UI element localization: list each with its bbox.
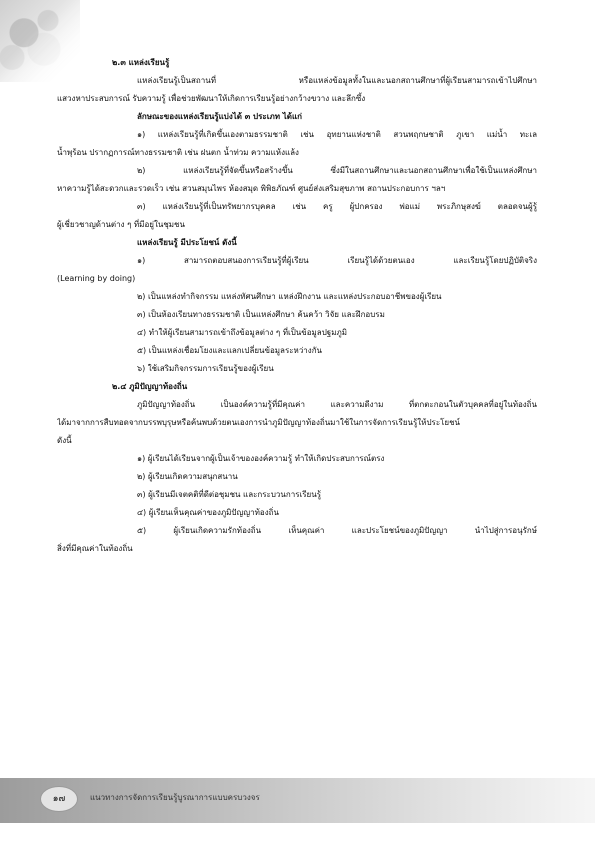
footer-book-title: แนวทางการจัดการเรียนรู้บูรณาการแบบครบวงจร	[90, 793, 260, 802]
section-heading-learning-sources: ๒.๓ แหล่งเรียนรู้	[112, 58, 170, 67]
subheading-benefits: แหล่งเรียนรู้ มีประโยชน์ ดังนี้	[137, 238, 237, 247]
paragraph-line: แสวงหาประสบการณ์ รับความรู้ เพื่อช่วยพัฒนาให้เกิดการเรียนรู้อย่างกว้างขวาง และลึกซึ้ง	[57, 94, 366, 103]
paragraph-line: ภูมิปัญญาท้องถิ่น เป็นองค์ความรู้ที่มีคุณค่า และความดีงาม ที่ตกตะกอนในตัวบุคคลที่อยู่ในท้องถิ่น	[137, 400, 537, 409]
page-content	[57, 54, 537, 558]
list-item: ๓) ผู้เรียนมีเจตคติที่ดีต่อชุมชน และกระบวนการเรียนรู้	[137, 490, 322, 499]
page-number-badge: ๑๗	[40, 786, 78, 812]
list-item: ๖) ใช้เสริมกิจกรรมการเรียนรู้ของผู้เรียน	[137, 364, 274, 373]
list-item: ๕) เป็นแหล่งเชื่อมโยงและแลกเปลี่ยนข้อมูลระหว่างกัน	[137, 346, 323, 355]
list-item-continuation: สิ่งที่มีคุณค่าในท้องถิ่น	[57, 544, 133, 553]
list-item: ๓) แหล่งเรียนรู้ที่เป็นทรัพยากรบุคคล เช่น ครู ผู้ปกครอง พ่อแม่ พระภิกษุสงฆ์ ตลอดจนผู้รู้	[137, 202, 537, 211]
section-heading-local-wisdom: ๒.๔ ภูมิปัญญาท้องถิ่น	[112, 382, 188, 391]
list-item: ๑) แหล่งเรียนรู้ที่เกิดขึ้นเองตามธรรมชาติ เช่น อุทยานแห่งชาติ สวนพฤกษชาติ ภูเขา แม่น้ำ ทะเล	[137, 130, 537, 139]
list-item: ๒) เป็นแหล่งทำกิจกรรม แหล่งทัศนศึกษา แหล่งฝึกงาน และแหล่งประกอบอาชีพของผู้เรียน	[137, 292, 442, 301]
list-item: ๑) สามารถตอบสนองการเรียนรู้ที่ผู้เรียน เรียนรู้ได้ด้วยตนเอง และเรียนรู้โดยปฏิบัติจริง	[137, 256, 537, 265]
list-item: ๕) ผู้เรียนเกิดความรักท้องถิ่น เห็นคุณค่า และประโยชน์ของภูมิปัญญา นำไปสู่การอนุรักษ์	[137, 526, 537, 535]
list-item-continuation: (Learning by doing)	[57, 274, 136, 283]
list-item: ๒) แหล่งเรียนรู้ที่จัดขึ้นหรือสร้างขึ้น ซึ่งมีในสถานศึกษาและนอกสถานศึกษาเพื่อใช้เป็นแหล่งศึกษา	[137, 166, 537, 175]
list-item: ๔) ทำให้ผู้เรียนสามารถเข้าถึงข้อมูลต่าง ๆ ที่เป็นข้อมูลปฐมภูมิ	[137, 328, 348, 337]
list-item-continuation: น้ำพุร้อน ปรากฏการณ์ทางธรรมชาติ เช่น ฝนตก น้ำท่วม ความแห้งแล้ง	[57, 148, 299, 157]
list-item: ๓) เป็นห้องเรียนทางธรรมชาติ เป็นแหล่งศึกษา ค้นคว้า วิจัย และฝึกอบรม	[137, 310, 385, 319]
list-item-continuation: ผู้เชี่ยวชาญด้านต่าง ๆ ที่มีอยู่ในชุมชน	[57, 220, 185, 229]
list-item: ๒) ผู้เรียนเกิดความสนุกสนาน	[137, 472, 238, 481]
paragraph-line: แหล่งเรียนรู้เป็นสถานที่ หรือแหล่งข้อมูลทั้งในและนอกสถานศึกษาที่ผู้เรียนสามารถเข้าไปศึกษา	[137, 76, 537, 85]
paragraph-line: ดังนี้	[57, 436, 72, 445]
list-item-continuation: หาความรู้ได้สะดวกและรวดเร็ว เช่น สวนสมุนไพร ห้องสมุด พิพิธภัณฑ์ ศูนย์ส่งเสริมสุขภาพ สถานประกอบการ ฯลฯ	[57, 184, 446, 193]
subheading-types: ลักษณะของแหล่งเรียนรู้แบ่งได้ ๓ ประเภท ได้แก่	[137, 112, 302, 121]
list-item: ๔) ผู้เรียนเห็นคุณค่าของภูมิปัญญาท้องถิ่น	[137, 508, 279, 517]
paragraph-line: ได้มาจากการสืบทอดจากบรรพบุรุษหรือค้นพบด้วยตนเองการนำภูมิปัญญาท้องถิ่นมาใช้ในการจัดการเรียนรู้ให้ประโยชน์	[57, 418, 461, 427]
list-item: ๑) ผู้เรียนได้เรียนจากผู้เป็นเจ้าขององค์ความรู้ ทำให้เกิดประสบการณ์ตรง	[137, 454, 385, 463]
